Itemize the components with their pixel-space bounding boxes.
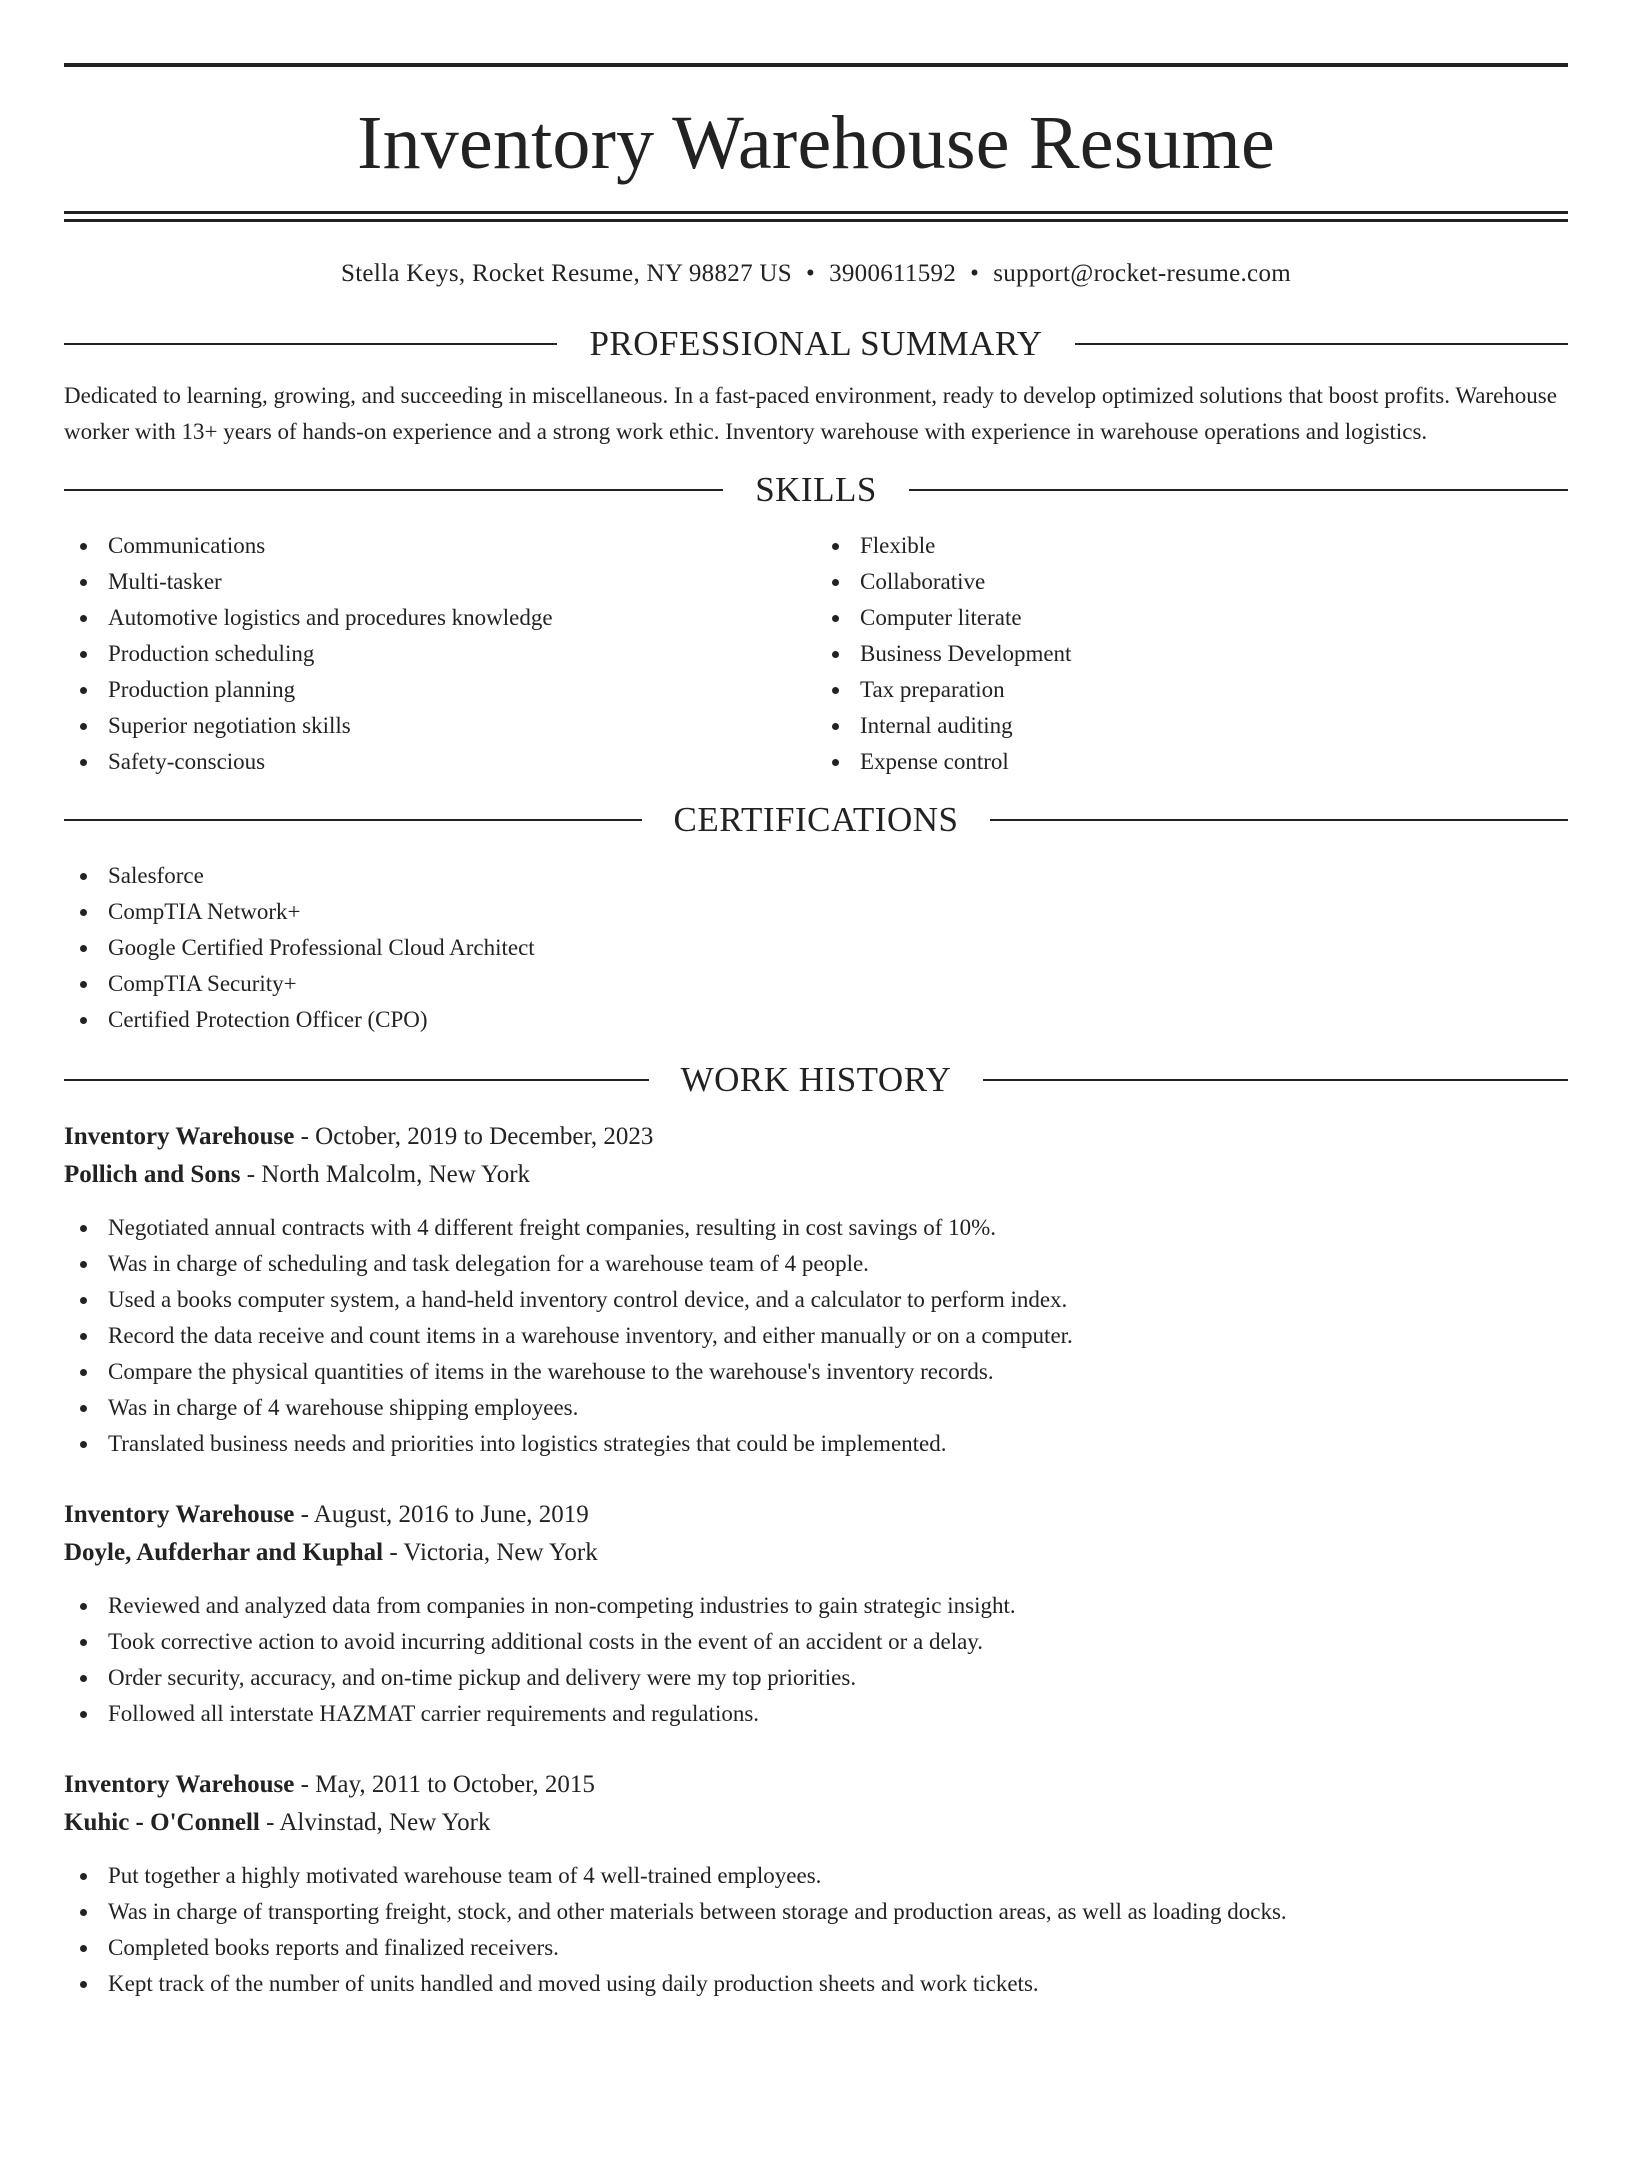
- job-location: - Alvinstad, New York: [259, 1809, 491, 1836]
- job-company: Kuhic - O'Connell: [64, 1809, 260, 1836]
- list-item: Collaborative: [816, 564, 1568, 600]
- job-title: Inventory Warehouse: [64, 1123, 295, 1150]
- contact-line: [64, 260, 1568, 290]
- section-heading-work-history: [64, 1060, 1568, 1100]
- list-item: Took corrective action to avoid incurring additional costs in the event of an accident or a delay.: [64, 1624, 1568, 1660]
- list-item: Communications: [64, 528, 816, 564]
- heading-rule: [983, 1079, 1568, 1081]
- section-title: PROFESSIONAL SUMMARY: [589, 324, 1043, 363]
- section-heading-skills: [64, 470, 1568, 510]
- certifications-items: [64, 858, 1568, 1038]
- section-title: CERTIFICATIONS: [673, 800, 959, 839]
- list-item: Was in charge of scheduling and task delegation for a warehouse team of 4 people.: [64, 1246, 1568, 1282]
- list-item: Negotiated annual contracts with 4 different freight companies, resulting in cost savings of 10%.: [64, 1210, 1568, 1246]
- list-item: Completed books reports and finalized receivers.: [64, 1930, 1568, 1966]
- list-item: Superior negotiation skills: [64, 708, 816, 744]
- list-item: CompTIA Security+: [64, 966, 1568, 1002]
- list-item: Certified Protection Officer (CPO): [64, 1002, 1568, 1038]
- list-item: Record the data receive and count items in a warehouse inventory, and either manually or on a computer.: [64, 1318, 1568, 1354]
- skills-right-list: [816, 528, 1568, 780]
- job-dates: - October, 2019 to December, 2023: [294, 1123, 654, 1150]
- job-title: Inventory Warehouse: [64, 1501, 295, 1528]
- contact-separator: •: [806, 260, 816, 287]
- list-item: Safety-conscious: [64, 744, 816, 780]
- resume-page: [0, 63, 1632, 2175]
- list-item: Reviewed and analyzed data from companies in non-competing industries to gain strategic insight.: [64, 1588, 1568, 1624]
- section-heading-certifications: [64, 800, 1568, 840]
- certifications-list: [64, 858, 1568, 1038]
- summary-text: Dedicated to learning, growing, and succeeding in miscellaneous. In a fast-paced environment, ready to develop optimized solutions that boost profits. Warehouse worker with 13+ years of hands-on experience and a strong work ethic. Inventory warehouse with experience in warehouse operations and logistics.: [64, 383, 1557, 444]
- heading-rule: [64, 819, 642, 821]
- heading-rule: [909, 489, 1568, 491]
- job-duties-list: [64, 1858, 1568, 2002]
- job-entry: [64, 1496, 1568, 1732]
- list-item: Salesforce: [64, 858, 1568, 894]
- job-duties-list: [64, 1588, 1568, 1732]
- job-title-line: [64, 1766, 1568, 1804]
- list-item: Google Certified Professional Cloud Architect: [64, 930, 1568, 966]
- list-item: Was in charge of transporting freight, stock, and other materials between storage and production areas, as well as loading docks.: [64, 1894, 1568, 1930]
- contact-email: support@rocket-resume.com: [993, 260, 1291, 287]
- list-item: Used a books computer system, a hand-held inventory control device, and a calculator to perform index.: [64, 1282, 1568, 1318]
- heading-rule: [1075, 343, 1568, 345]
- top-rule: [64, 63, 1568, 67]
- list-item: Put together a highly motivated warehouse team of 4 well-trained employees.: [64, 1858, 1568, 1894]
- heading-rule: [64, 1079, 649, 1081]
- list-item: Tax preparation: [816, 672, 1568, 708]
- contact-separator: •: [970, 260, 980, 287]
- list-item: Flexible: [816, 528, 1568, 564]
- list-item: Order security, accuracy, and on-time pickup and delivery were my top priorities.: [64, 1660, 1568, 1696]
- skills-column-right: [816, 528, 1568, 780]
- job-company: Pollich and Sons: [64, 1161, 241, 1188]
- title-double-rule: [64, 211, 1568, 222]
- heading-rule: [64, 343, 557, 345]
- contact-phone: 3900611592: [829, 260, 957, 287]
- work-history-list: [64, 1118, 1568, 2002]
- list-item: Followed all interstate HAZMAT carrier requirements and regulations.: [64, 1696, 1568, 1732]
- skills-column-left: [64, 528, 816, 780]
- list-item: Compare the physical quantities of items in the warehouse to the warehouse's inventory records.: [64, 1354, 1568, 1390]
- section-heading-summary: [64, 324, 1568, 364]
- contact-address: Stella Keys, Rocket Resume, NY 98827 US: [340, 260, 792, 287]
- list-item: Multi-tasker: [64, 564, 816, 600]
- job-company-line: [64, 1156, 1568, 1194]
- job-duties-list: [64, 1210, 1568, 1462]
- list-item: Kept track of the number of units handled and moved using daily production sheets and work tickets.: [64, 1966, 1568, 2002]
- list-item: Was in charge of 4 warehouse shipping employees.: [64, 1390, 1568, 1426]
- section-title: SKILLS: [755, 470, 877, 509]
- list-item: Computer literate: [816, 600, 1568, 636]
- job-title: Inventory Warehouse: [64, 1771, 295, 1798]
- list-item: Expense control: [816, 744, 1568, 780]
- heading-rule: [990, 819, 1568, 821]
- job-title-line: [64, 1496, 1568, 1534]
- job-company-line: [64, 1534, 1568, 1572]
- list-item: Translated business needs and priorities into logistics strategies that could be implemented.: [64, 1426, 1568, 1462]
- list-item: Production planning: [64, 672, 816, 708]
- job-company: Doyle, Aufderhar and Kuphal: [64, 1539, 384, 1566]
- job-title-line: [64, 1118, 1568, 1156]
- list-item: Automotive logistics and procedures knowledge: [64, 600, 816, 636]
- list-item: Production scheduling: [64, 636, 816, 672]
- job-dates: - August, 2016 to June, 2019: [294, 1501, 589, 1528]
- job-entry: [64, 1766, 1568, 2002]
- job-entry: [64, 1118, 1568, 1462]
- job-dates: - May, 2011 to October, 2015: [294, 1771, 595, 1798]
- resume-title: Inventory Warehouse Resume: [357, 101, 1275, 185]
- job-company-line: [64, 1804, 1568, 1842]
- skills-list: [64, 528, 1568, 780]
- section-title: WORK HISTORY: [680, 1060, 952, 1099]
- job-location: - Victoria, New York: [383, 1539, 598, 1566]
- job-location: - North Malcolm, New York: [240, 1161, 531, 1188]
- heading-rule: [64, 489, 723, 491]
- list-item: Internal auditing: [816, 708, 1568, 744]
- skills-left-list: [64, 528, 816, 780]
- list-item: Business Development: [816, 636, 1568, 672]
- list-item: CompTIA Network+: [64, 894, 1568, 930]
